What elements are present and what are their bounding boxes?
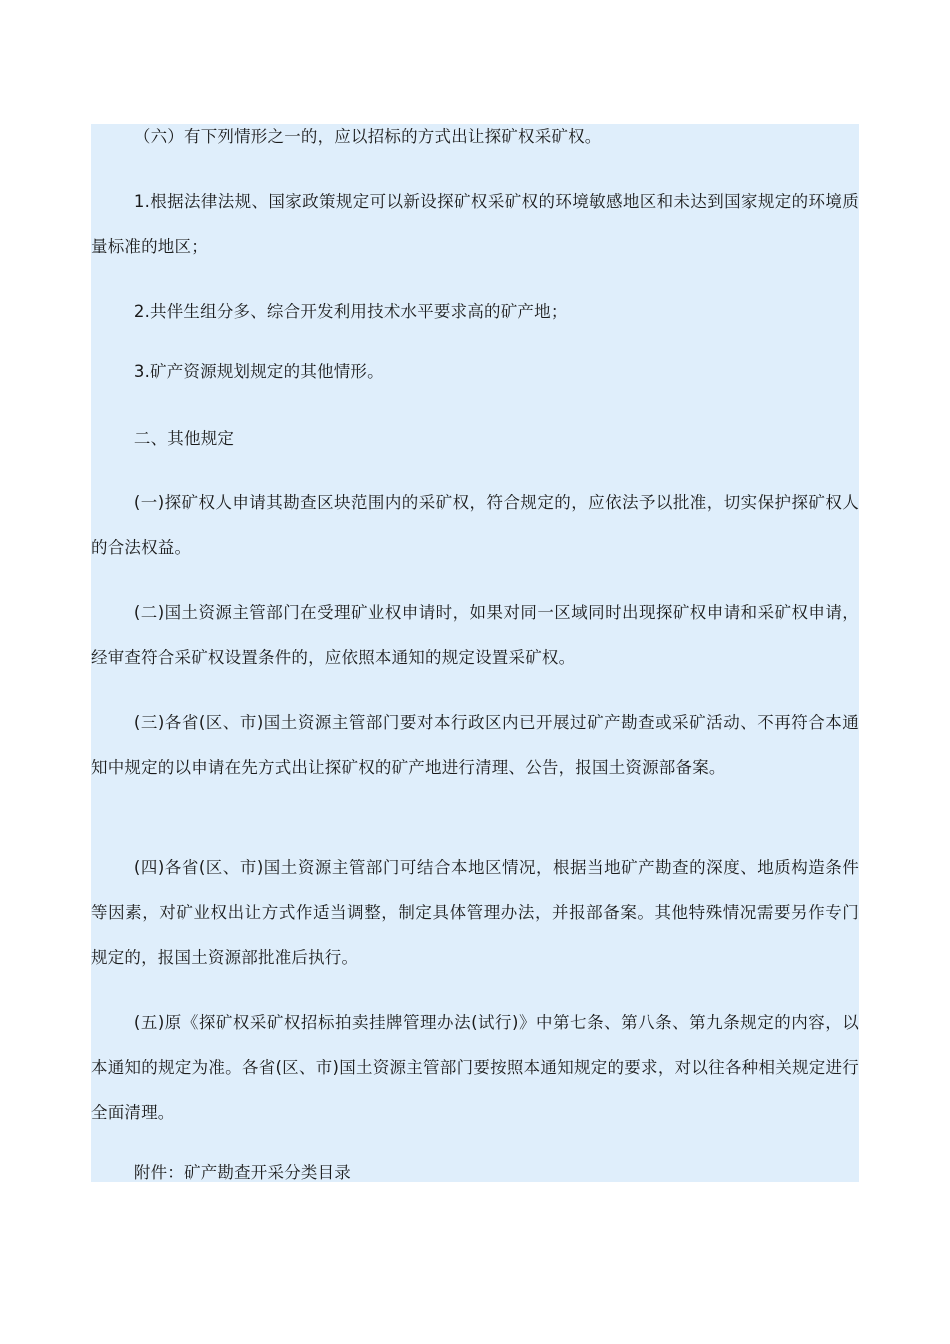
highlighted-text-block bbox=[91, 124, 859, 1182]
list-item-3: 3.矿产资源规划规定的其他情形。 bbox=[133, 362, 384, 381]
paragraph-tender-conditions: （六）有下列情形之一的，应以招标的方式出让探矿权采矿权。 bbox=[133, 127, 602, 146]
list-item-1: 1.根据法律法规、国家政策规定可以新设探矿权采矿权的环境敏感地区和未达到国家规定的环境质量标准的地区； bbox=[91, 192, 859, 256]
list-item-2: 2.共伴生组分多、综合开发利用技术水平要求高的矿产地； bbox=[133, 302, 568, 321]
paragraph-rule-2: (二)国土资源主管部门在受理矿业权申请时，如果对同一区域同时出现探矿权申请和采矿权申请，经审查符合采矿权设置条件的，应依照本通知的规定设置采矿权。 bbox=[91, 603, 859, 667]
paragraph-rule-5: (五)原《探矿权采矿权招标拍卖挂牌管理办法(试行)》中第七条、第八条、第九条规定的内容，以本通知的规定为准。各省(区、市)国土资源主管部门要按照本通知规定的要求，对以往各种相关规定进行全面清理。 bbox=[91, 1013, 859, 1122]
paragraph-rule-4: (四)各省(区、市)国土资源主管部门可结合本地区情况，根据当地矿产勘查的深度、地质构造条件等因素，对矿业权出让方式作适当调整，制定具体管理办法，并报部备案。其他特殊情况需要另作专门规定的，报国土资源部批准后执行。 bbox=[91, 858, 859, 967]
paragraph-rule-3: (三)各省(区、市)国土资源主管部门要对本行政区内已开展过矿产勘查或采矿活动、不再符合本通知中规定的以申请在先方式出让探矿权的矿产地进行清理、公告，报国土资源部备案。 bbox=[91, 713, 859, 777]
attachment-line: 附件：矿产勘查开采分类目录 bbox=[133, 1163, 351, 1182]
section-heading-other-rules: 二、其他规定 bbox=[133, 429, 235, 448]
paragraph-rule-1: (一)探矿权人申请其勘查区块范围内的采矿权，符合规定的，应依法予以批准，切实保护探矿权人的合法权益。 bbox=[91, 493, 859, 557]
